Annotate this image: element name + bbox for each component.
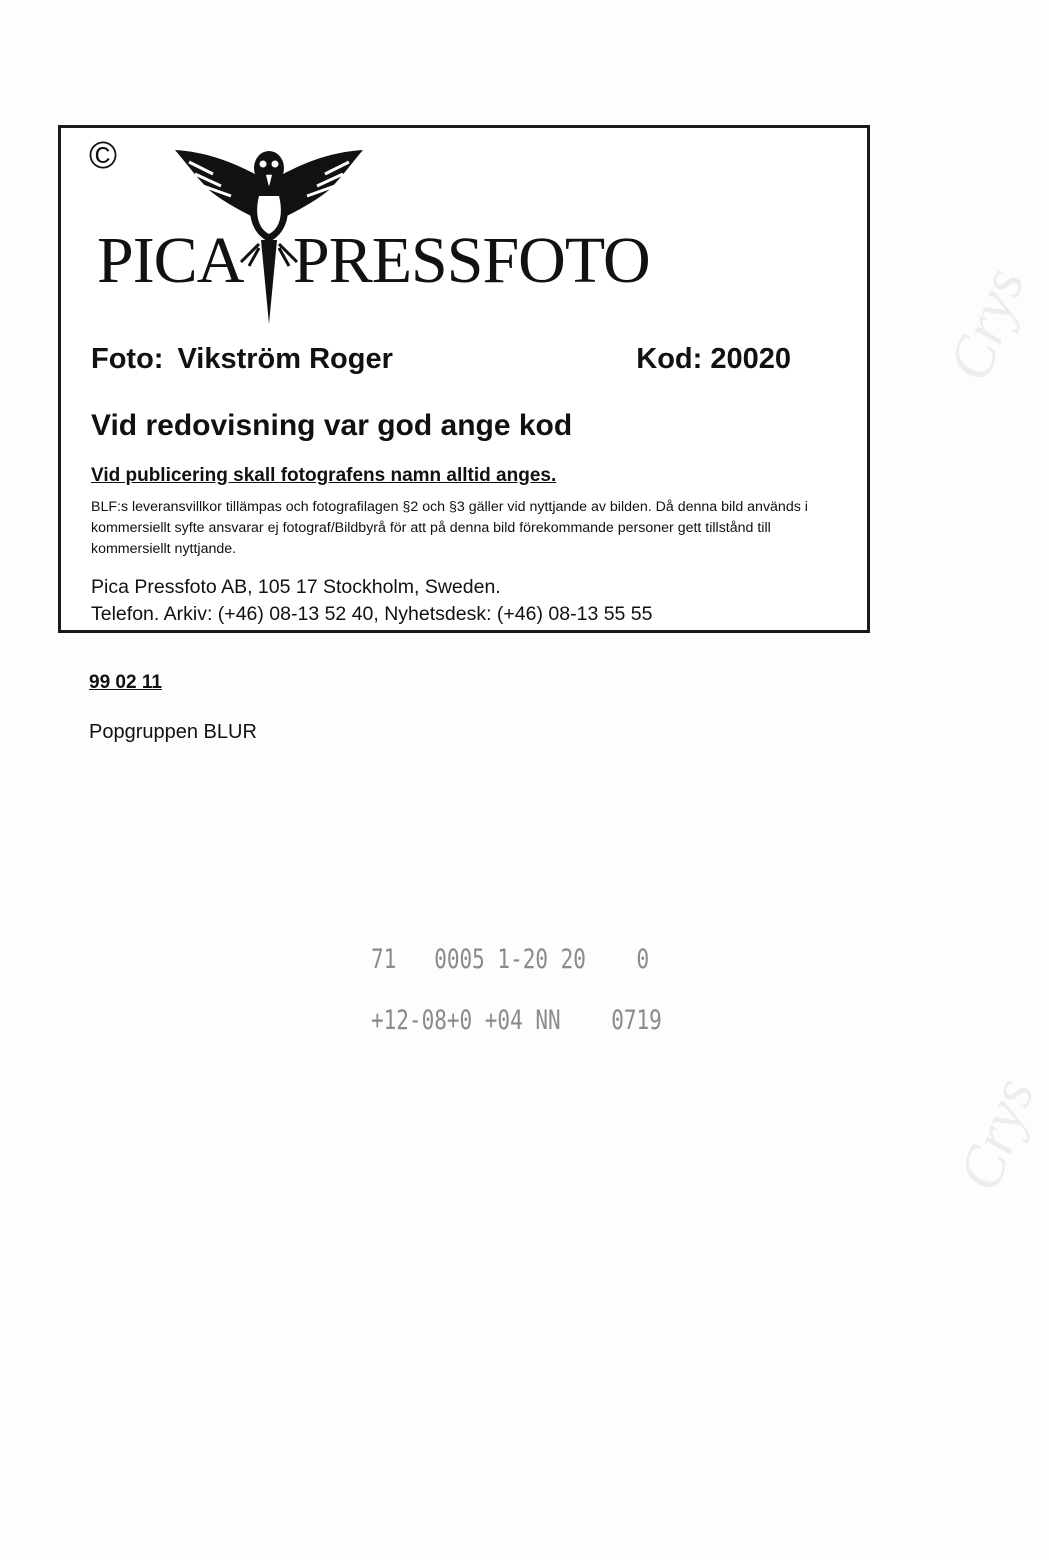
code-line — [636, 341, 791, 377]
address-block — [91, 574, 653, 628]
caption-text: Popgruppen BLUR — [89, 721, 257, 743]
print-code-row: +12-08+0 +04 NN 0719 — [371, 1005, 662, 1035]
pica-pressfoto-stamp — [58, 125, 870, 633]
terms-text: BLF:s leveransvillkor tillämpas och fotografilagen §2 och §3 gäller vid nyttjande av bilden. Då denna bild används i kommersiellt syfte ansvarar ej fotograf/Bildbyrå för att på denna bild förekommande personer gett tillstånd till kommersiellt nyttjande. — [91, 499, 808, 557]
brand-name-right: PRESSFOTO — [293, 224, 650, 297]
phone-line: Telefon. Arkiv: (+46) 08-13 52 40, Nyhetsdesk: (+46) 08-13 55 55 — [91, 603, 653, 625]
address-line: Pica Pressfoto AB, 105 17 Stockholm, Sweden. — [91, 576, 501, 598]
copyright-symbol: © — [89, 135, 117, 177]
foto-label: Foto: — [91, 343, 164, 375]
paper-watermark: Crys — [935, 259, 1037, 389]
date-label: 99 02 11 — [89, 672, 162, 693]
brand-name-left: PICA — [97, 224, 244, 297]
photographer-name: Vikström Roger — [177, 343, 393, 375]
redovisning-notice: Vid redovisning var god ange kod — [91, 409, 573, 442]
publicering-notice: Vid publicering skall fotografens namn alltid anges. — [91, 465, 557, 486]
kod-value: 20020 — [710, 343, 791, 375]
kod-label: Kod: — [636, 343, 703, 375]
paper-watermark: Crys — [945, 1069, 1047, 1199]
print-code-row: 71 0005 1-20 20 0 — [371, 944, 650, 974]
photographer-line — [91, 341, 393, 377]
